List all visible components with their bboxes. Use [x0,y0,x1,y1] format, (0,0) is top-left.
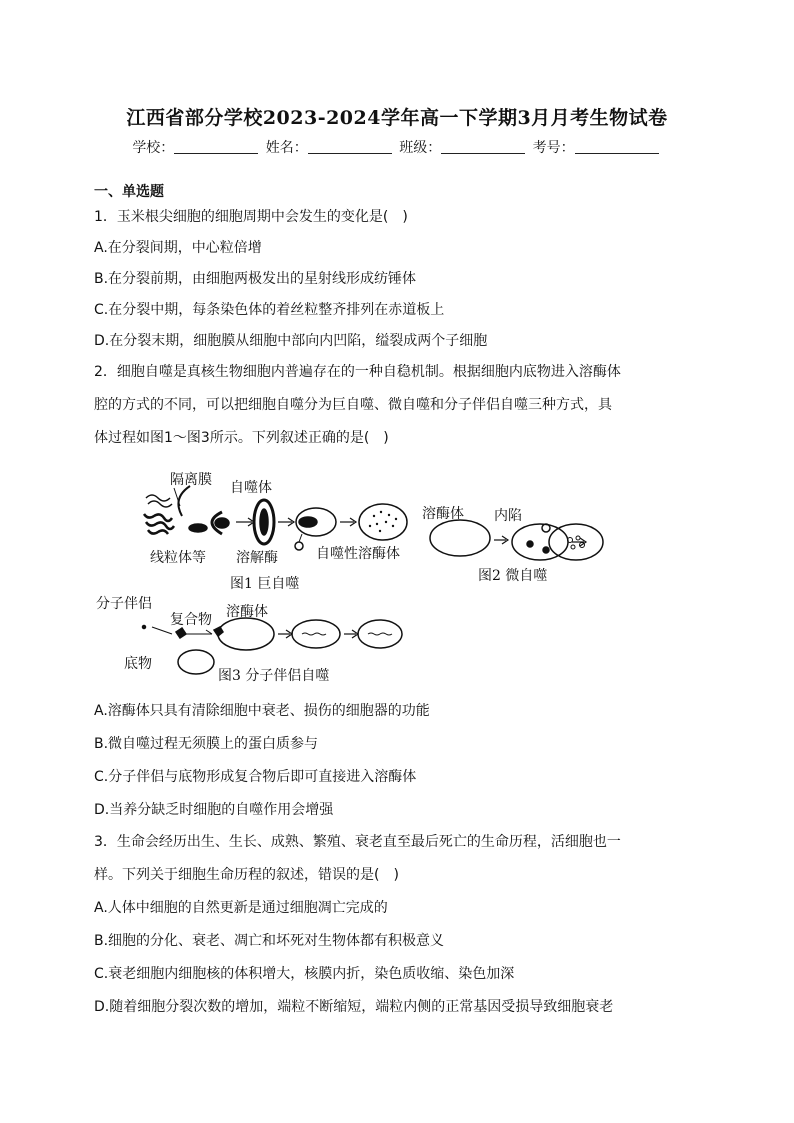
label-autophagosome: 自噬体 [230,480,272,496]
label-chaperone: 分子伴侣 [96,596,152,612]
q2-option-a: A.溶酶体只具有清除细胞中衰老、损伤的细胞器的功能 [94,703,430,719]
q1-option-d: D.在分裂末期，细胞膜从细胞中部向内凹陷，缢裂成两个子细胞 [94,333,488,349]
name-label: 姓名： [265,140,308,156]
q2-option-d: D.当养分缺乏时细胞的自噬作用会增强 [94,802,334,818]
fig2-digestion-icon [546,520,606,564]
mitochondria-cluster-icon [144,495,174,534]
q2-stem-line1: 2．细胞自噬是真核生物细胞内普遍存在的一种自稳机制。根据细胞内底物进入溶酶体 [94,364,621,380]
q3-option-d: D.随着细胞分裂次数的增加，端粒不断缩短，端粒内侧的正常基因受损导致细胞衰老 [94,999,614,1015]
exam-title: 江西省部分学校2023-2024学年高一下学期3月月考生物试卷 [126,107,668,129]
autolysosome-icon [359,504,407,540]
q2-option-c: C.分子伴侣与底物形成复合物后即可直接进入溶酶体 [94,769,417,785]
q1-option-c: C.在分裂中期，每条染色体的着丝粒整齐排列在赤道板上 [94,302,445,318]
class-label: 班级： [399,140,442,156]
label-isolation-membrane: 隔离膜 [170,472,212,488]
caption-fig2: 图2 微自噬 [478,568,548,584]
label-substrate: 底物 [124,656,152,672]
label-autolysosome: 自噬性溶酶体 [316,546,400,562]
substrate-vesicle-icon [178,650,214,674]
q3-option-a: A.人体中细胞的自然更新是通过细胞凋亡完成的 [94,900,388,916]
q3-option-b: B.细胞的分化、衰老、凋亡和坏死对生物体都有积极意义 [94,933,445,949]
complex-icon [176,628,186,638]
lysosome-icon [430,520,490,556]
q2-stem-line2: 腔的方式的不同，可以把细胞自噬分为巨自噬、微自噬和分子伴侣自噬三种方式，具 [94,397,612,413]
q2-option-b: B.微自噬过程无须膜上的蛋白质参与 [94,736,319,752]
q3-stem-line2: 样。下列关于细胞生命历程的叙述，错误的是( ) [94,867,399,883]
school-blank[interactable] [174,139,258,154]
section-heading: 一、单选题 [94,184,164,200]
autophagy-figure [94,462,614,696]
lysosome-3-icon [218,618,274,650]
caption-fig1: 图1 巨自噬 [230,576,300,592]
isolation-membrane-icon [178,486,190,516]
q1-stem: 1．玉米根尖细胞的细胞周期中会发生的变化是( ) [94,209,408,225]
id-label: 考号： [532,140,575,156]
class-blank[interactable] [441,139,525,154]
label-mitochondria: 线粒体等 [150,550,206,566]
q1-option-a: A.在分裂间期，中心粒倍增 [94,240,262,256]
school-label: 学校： [132,140,175,156]
label-lysosome-fig3: 溶酶体 [226,604,268,620]
q3-stem-line1: 3．生命会经历出生、生长、成熟、繁殖、衰老直至最后死亡的生命历程，活细胞也一 [94,834,621,850]
name-blank[interactable] [308,139,392,154]
label-complex: 复合物 [170,612,212,628]
q3-option-c: C.衰老细胞内细胞核的体积增大，核膜内折，染色质收缩、染色加深 [94,966,515,982]
q2-stem-line3: 体过程如图1～图3所示。下列叙述正确的是( ) [94,430,389,446]
mitochondrion-icon [189,524,207,532]
label-invagination: 内陷 [494,508,522,524]
label-lysosome-fig2: 溶酶体 [422,506,464,522]
lysosome-3b-icon [292,620,340,648]
student-info-line [0,137,794,157]
label-lysozyme: 溶解酶 [236,550,278,566]
caption-fig3: 图3 分子伴侣自噬 [218,668,330,684]
id-blank[interactable] [575,139,659,154]
q1-option-b: B.在分裂前期，由细胞两极发出的星射线形成纺锤体 [94,271,417,287]
